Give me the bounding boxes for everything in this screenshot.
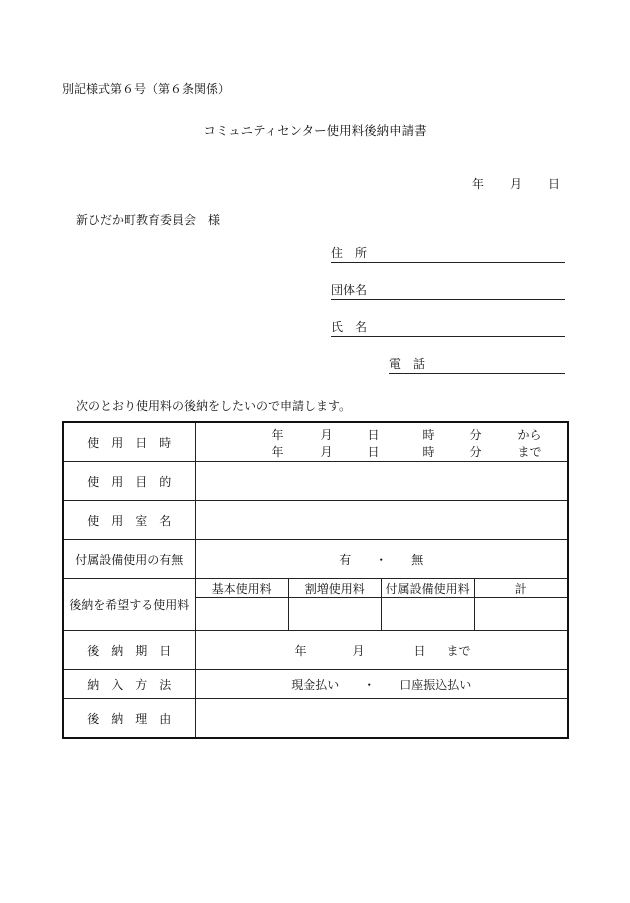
- phone-field[interactable]: [389, 356, 565, 374]
- group-name-field[interactable]: [331, 282, 565, 300]
- deadline-until-label: まで: [446, 644, 471, 658]
- equipment-choice[interactable]: 有 ・ 無: [195, 540, 568, 579]
- date-month-label: 月: [510, 177, 523, 191]
- purpose-field[interactable]: [195, 462, 568, 501]
- fee-grid: [196, 579, 568, 630]
- fee-label: 後納を希望する使用料: [63, 579, 195, 631]
- deadline-line: [196, 642, 568, 658]
- fee-header-basic: 基本使用料: [196, 579, 289, 598]
- reason-label: 後 納 理 由: [63, 699, 195, 739]
- purpose-label: 使 用 目 的: [63, 462, 195, 501]
- fee-header-total: 計: [474, 579, 567, 598]
- usage-datetime-field[interactable]: [195, 422, 568, 462]
- table-row-deadline: [63, 631, 568, 670]
- table-row-fees: [63, 579, 568, 631]
- application-table: [62, 421, 569, 739]
- table-row-equipment: [63, 540, 568, 579]
- table-row-method: [63, 670, 568, 699]
- until-label: まで: [517, 445, 542, 459]
- deadline-day-label: 日: [413, 644, 426, 658]
- end-minute-label: 分: [469, 445, 482, 459]
- table-row-room: [63, 501, 568, 540]
- submission-date: [472, 175, 560, 192]
- table-row-usage-datetime: [63, 422, 568, 462]
- fee-header-equipment: 付属設備使用料: [381, 579, 474, 598]
- end-day-label: 日: [367, 445, 380, 459]
- deadline-label: 後 納 期 日: [63, 631, 195, 670]
- form-reference: 別記様式第６号（第６条関係）: [62, 82, 231, 96]
- start-minute-label: 分: [469, 428, 482, 442]
- deadline-month-label: 月: [352, 644, 365, 658]
- payment-method-choice[interactable]: 現金払い ・ 口座振込払い: [195, 670, 568, 699]
- date-year-label: 年: [472, 177, 485, 191]
- applicant-name-field[interactable]: [331, 319, 565, 337]
- fee-surcharge-field[interactable]: [288, 598, 381, 631]
- room-label: 使 用 室 名: [63, 501, 195, 540]
- datetime-start-line: [196, 426, 568, 442]
- intro-statement: 次のとおり使用料の後納をしたいので申請します。: [76, 399, 352, 413]
- table-row-reason: [63, 699, 568, 739]
- address-field[interactable]: [331, 245, 565, 263]
- addressee: 新ひだか町教育委員会 様: [76, 213, 221, 227]
- datetime-end-line: [196, 443, 568, 459]
- usage-datetime-label: 使 用 日 時: [63, 422, 195, 462]
- fee-basic-field[interactable]: [196, 598, 289, 631]
- room-field[interactable]: [195, 501, 568, 540]
- method-label: 納 入 方 法: [63, 670, 195, 699]
- fee-equipment-field[interactable]: [381, 598, 474, 631]
- page-title: コミュニティセンター使用料後納申請書: [203, 123, 427, 138]
- start-year-label: 年: [271, 428, 284, 442]
- equipment-label: 付属設備使用の有無: [63, 540, 195, 579]
- start-month-label: 月: [320, 428, 333, 442]
- address-label: 住 所: [331, 246, 368, 260]
- fee-total-field[interactable]: [474, 598, 567, 631]
- fee-grid-cell: [195, 579, 568, 631]
- date-day-label: 日: [548, 177, 561, 191]
- applicant-name-label: 氏 名: [331, 320, 368, 334]
- start-day-label: 日: [367, 428, 380, 442]
- deadline-field[interactable]: [195, 631, 568, 670]
- start-hour-label: 時: [422, 428, 435, 442]
- table-row-purpose: [63, 462, 568, 501]
- from-label: から: [517, 428, 542, 442]
- fee-header-surcharge: 割増使用料: [288, 579, 381, 598]
- end-year-label: 年: [271, 445, 284, 459]
- deadline-year-label: 年: [294, 644, 307, 658]
- end-hour-label: 時: [422, 445, 435, 459]
- reason-field[interactable]: [195, 699, 568, 739]
- group-name-label: 団体名: [331, 283, 368, 297]
- phone-label: 電 話: [389, 357, 426, 371]
- end-month-label: 月: [320, 445, 333, 459]
